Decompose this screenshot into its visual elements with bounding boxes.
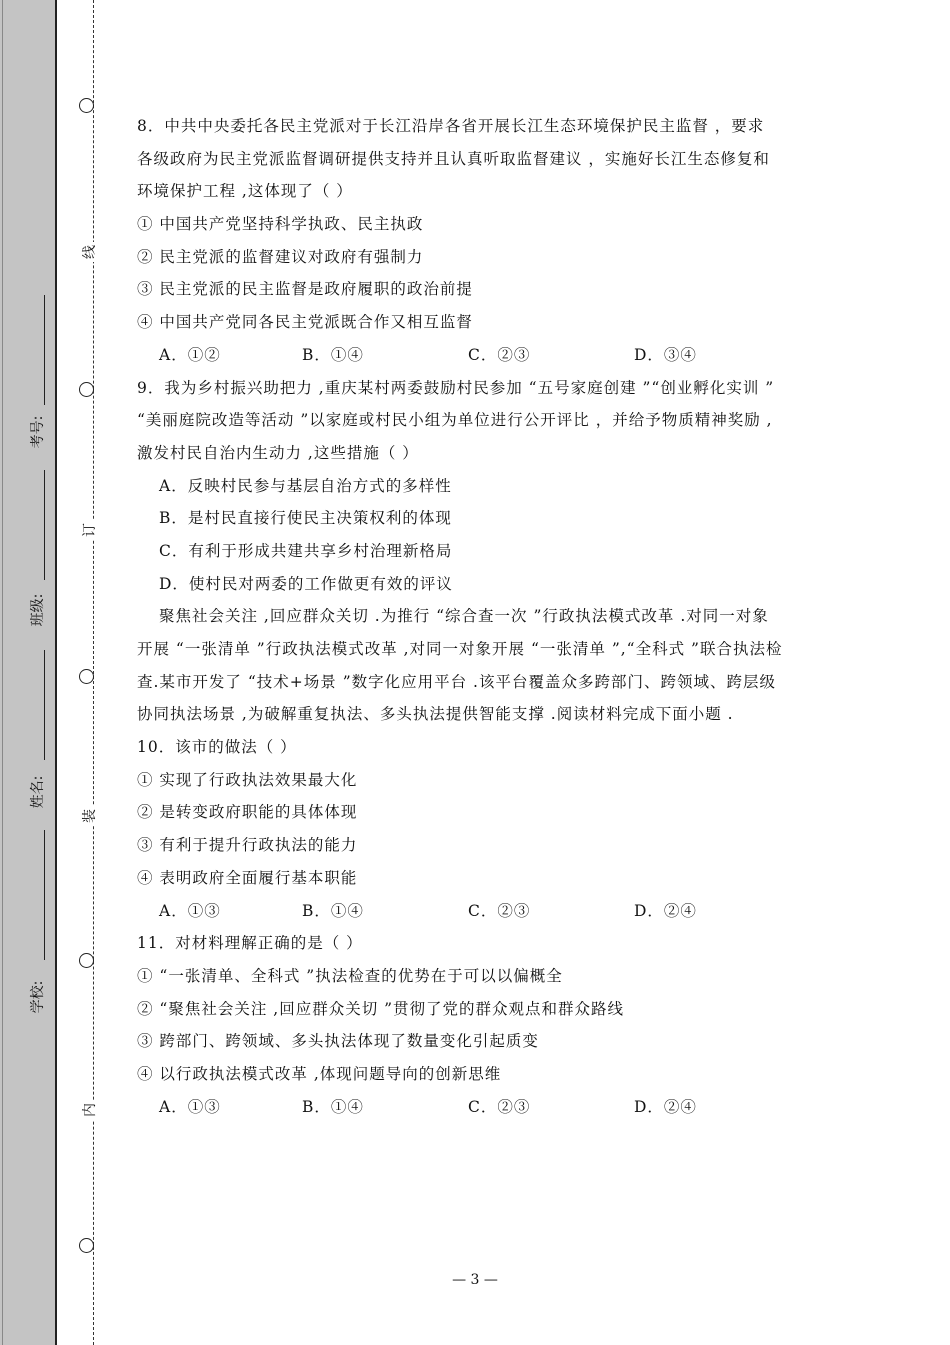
school-label: 学校: <box>30 980 46 1014</box>
question-8-stem-line-3: 环境保护工程 ,这体现了（ ） <box>137 182 353 201</box>
material-line-2: 开展 “一张清单 ”行政执法模式改革 ,对同一对象开展 “一张清单 ”,“全科式 ”联合执法检 <box>137 640 783 658</box>
question-9 <box>137 372 817 601</box>
question-10-choice-d: D．②④ <box>634 901 697 920</box>
reading-material <box>137 600 817 731</box>
bind-char-xian: 线 <box>79 242 99 262</box>
question-8-item-3: ③ 民主党派的民主监督是政府履职的政治前提 <box>137 280 473 299</box>
class-label: 班级: <box>30 593 46 627</box>
question-10-item-3: ③ 有利于提升行政执法的能力 <box>137 836 358 855</box>
question-8-item-1: ① 中国共产党坚持科学执政、民主执政 <box>137 215 424 234</box>
question-9-stem-line-3: 激发村民自治内生动力 ,这些措施（ ） <box>137 443 419 462</box>
question-11-stem: 11．对材料理解正确的是（ ） <box>137 934 363 953</box>
question-9-option-a: A．反映村民参与基层自治方式的多样性 <box>159 476 452 495</box>
question-10-item-2: ② 是转变政府职能的具体体现 <box>137 803 358 822</box>
question-10-choice-a: A．①③ <box>159 901 221 920</box>
question-8-choices <box>137 339 817 372</box>
question-9-stem-line-2: “美丽庭院改造等活动 ”以家庭或村民小组为单位进行公开评比 ，并给予物质精神奖励 , <box>137 411 773 430</box>
question-11-item-2: ② “聚焦社会关注 ,回应群众关切 ”贯彻了党的群众观点和群众路线 <box>137 999 625 1018</box>
question-9-option-c: C．有利于形成共建共享乡村治理新格局 <box>159 541 453 560</box>
school-underline <box>44 830 45 960</box>
class-underline <box>44 470 45 580</box>
question-11-item-3: ③ 跨部门、跨领域、多头执法体现了数量变化引起质变 <box>137 1032 539 1051</box>
question-8-choice-a: A．①② <box>159 345 221 364</box>
question-10-item-4: ④ 表明政府全面履行基本职能 <box>137 868 358 887</box>
question-9-option-b: B．是村民直接行使民主决策权利的体现 <box>159 509 452 528</box>
question-9-option-d: D．使村民对两委的工作做更有效的评议 <box>159 574 453 593</box>
question-11-item-1: ① “一张清单、全科式 ”执法检查的优势在于可以以偏概全 <box>137 966 563 985</box>
question-11-item-4: ④ 以行政执法模式改革 ,体现问题导向的创新思维 <box>137 1064 502 1083</box>
binding-hole-3 <box>79 669 94 684</box>
material-line-4: 协同执法场景 ,为破解重复执法、多头执法提供智能支撑 .阅读材料完成下面小题 . <box>137 705 734 724</box>
binding-hole-2 <box>79 382 94 397</box>
question-11 <box>137 927 817 1123</box>
question-11-choice-a: A．①③ <box>159 1097 221 1116</box>
question-11-choices <box>137 1091 817 1124</box>
bind-char-ding: 订 <box>79 520 99 540</box>
binding-hole-5 <box>79 1238 94 1253</box>
question-10-choice-b: B．①④ <box>302 901 364 920</box>
question-8-item-4: ④ 中国共产党同各民主党派既合作又相互监督 <box>137 313 473 332</box>
question-11-choice-b: B．①④ <box>302 1097 364 1116</box>
question-10-choice-c: C．②③ <box>468 901 531 920</box>
question-8-stem-line-1: 8．中共中央委托各民主党派对于长江沿岸各省开展长江生态环境保护民主监督 ，要求 <box>137 117 765 135</box>
name-label: 姓名: <box>30 775 46 809</box>
question-8-stem-line-2: 各级政府为民主党派监督调研提供支持并且认真听取监督建议 ，实施好长江生态修复和 <box>137 149 770 168</box>
question-8 <box>137 110 817 372</box>
question-11-choice-d: D．②④ <box>634 1097 697 1116</box>
material-line-1: 聚焦社会关注 ,回应群众关切 .为推行 “综合查一次 ”行政执法模式改革 .对同一对象 <box>159 607 769 626</box>
question-8-choice-b: B．①④ <box>302 345 364 364</box>
exam-content <box>137 110 817 1123</box>
bind-char-nei: 内 <box>79 1100 99 1120</box>
question-11-choice-c: C．②③ <box>468 1097 531 1116</box>
bind-char-zhuang: 装 <box>79 806 99 826</box>
margin-edge-line <box>2 0 3 1345</box>
binding-margin <box>0 0 57 1345</box>
question-10-choices <box>137 895 817 928</box>
question-8-choice-c: C．②③ <box>468 345 531 364</box>
material-line-3: 查.某市开发了 “技术+场景 ”数字化应用平台 .该平台覆盖众多跨部门、跨领域、跨层级 <box>137 672 776 691</box>
question-8-item-2: ② 民主党派的监督建议对政府有强制力 <box>137 247 424 266</box>
name-underline <box>44 650 45 760</box>
page-number: — 3 — <box>452 1272 498 1288</box>
exam-number-label: 考号: <box>30 415 46 449</box>
question-8-choice-d: D．③④ <box>634 345 697 364</box>
question-9-stem-line-1: 9．我为乡村振兴助把力 ,重庆某村两委鼓励村民参加 “五号家庭创建 ”“创业孵化实训 ” <box>137 378 775 397</box>
binding-hole-4 <box>79 953 94 968</box>
question-10-item-1: ① 实现了行政执法效果最大化 <box>137 770 358 789</box>
binding-hole-1 <box>79 98 94 113</box>
question-10-stem: 10．该市的做法（ ） <box>137 738 297 757</box>
question-10 <box>137 731 817 927</box>
exam-number-underline <box>44 295 45 405</box>
